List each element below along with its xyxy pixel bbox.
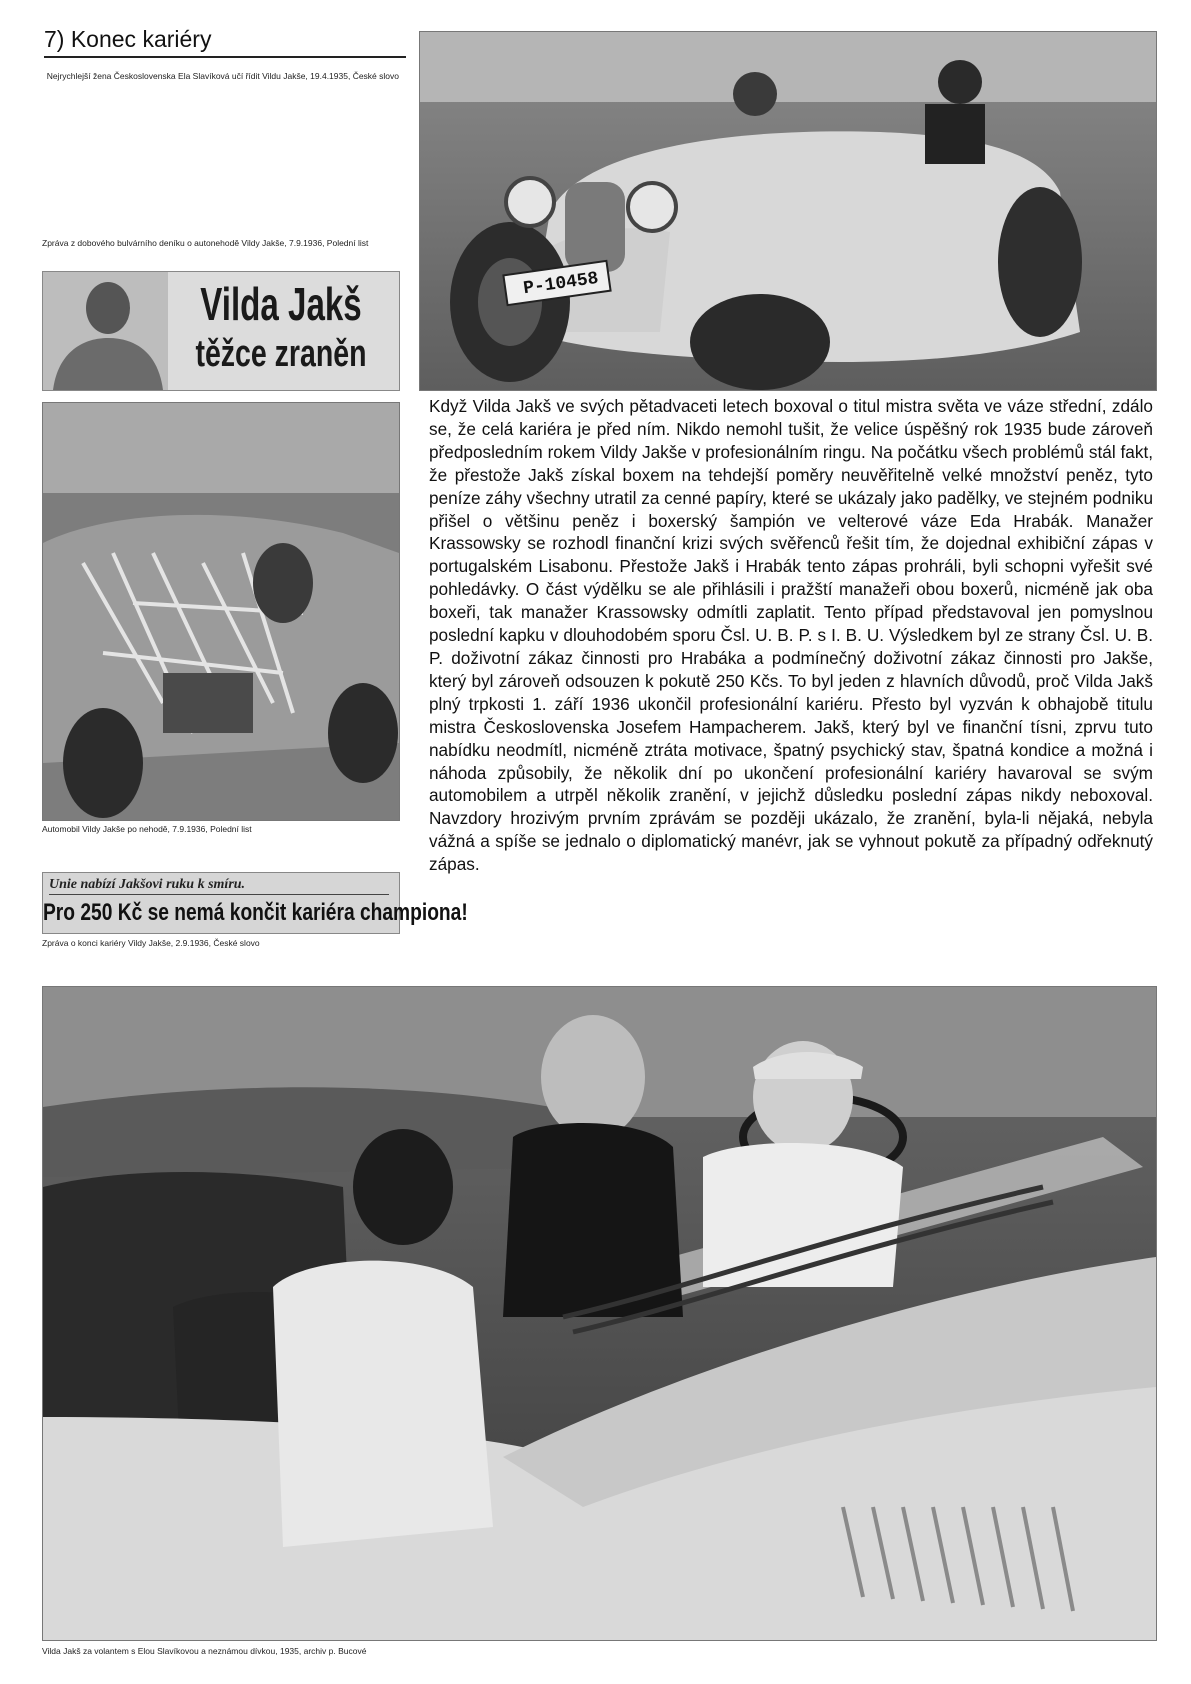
bottom-photo-caption: Vilda Jakš za volantem s Elou Slavíkovou a neznámou dívkou, 1935, archiv p. Bucové bbox=[42, 1646, 367, 1656]
page-title: 7) Konec kariéry bbox=[44, 22, 406, 58]
top-photo-caption: Nejrychlejší žena Československa Ela Slavíková učí řídit Vildu Jakše, 19.4.1935, České slovo bbox=[46, 71, 399, 81]
article-paragraph: Když Vilda Jakš ve svých pětadvaceti letech boxoval o titul mistra světa ve váze střední, zdálo se, že celá kariéra je před ním. Nikdo nemohl tušit, že velice úspěšný rok 1935 bude zároveň předposledním rokem Vildy Jakše v profesionálním ringu. Na počátku všech problémů stál fakt, že přestože Jakš získal boxem na tehdejší poměry neuvěřitelně velké množství peněz, tyto peníze záhy všechny utratil za cenné papíry, které se ukázaly jako padělky, ve stejném podniku přišel o většinu peněz i boxerský šampión ve velterové váze Eda Hrabák. Manažer Krassowsky se rozhodl finanční krizi svých svěřenců řešit tím, že dojednal exhibiční zápas v portugalském Lisabonu. Přestože Jakš i Hrabák tento zápas prohráli, byli schopni vyřešit své pohledávky. O část výdělku se ale přihlásili i pražští manažeři obou boxerů, nicméně jak oba boxeři, tak manažer Krassowsky odmítli zaplatit. Tento případ představoval jen pomyslnou poslední kapku v dlouhodobém sporu Čsl. U. B. P. s I. B. U. Výsledkem byl ze strany Čsl. U. B. P. doživotní zákaz činnosti pro Hrabáka a podmínečný doživotní zákaz činnosti pro Jakše, který byl zároveň odsouzen k pokutě 250 Kčs. To byl jeden z hlavních důvodů, proč Vilda Jakš plný trpkosti 1. září 1936 ukončil profesionální kariéru. Přesto byl vyzván k obhajobě titulu mistra Československa Josefem Hampacherem. Jakš, který byl ve finanční tísni, zprvu tuto nabídku neodmítl, nicméně ztráta motivace, špatný psychický stav, špatná kondice a možná i náhoda způsobily, že několik dní po ukončení profesionální kariéry havaroval se svým automobilem a utrpěl několik zranění, v jejichž důsledku poslední zápas nikdy neboxoval. Navzdory hrozivým prvním zprávám se později ukázalo, že zranění, byla-li nějaká, nebyla vážná a spíše se jednalo o diplomatický manévr, jak se vyhnout pokutě za případný odřeknutý zápas. bbox=[429, 396, 1153, 875]
roadster-photo-image bbox=[420, 32, 1156, 390]
wrecked-car-image bbox=[43, 403, 399, 820]
car-with-three-people-image bbox=[43, 987, 1156, 1640]
article-body bbox=[429, 395, 1153, 876]
bottom-photo-jaks-at-wheel bbox=[42, 986, 1157, 1641]
career-clip-headline: Pro 250 Kč se nemá končit kariéra championa! bbox=[43, 899, 468, 926]
career-clip-caption: Zpráva o konci kariéry Vildy Jakše, 2.9.1936, České slovo bbox=[42, 938, 260, 948]
career-end-clipping bbox=[42, 872, 468, 934]
newspaper-headline-clipping bbox=[42, 271, 400, 391]
crash-photo-caption: Automobil Vildy Jakše po nehodě, 7.9.1936, Polední list bbox=[42, 824, 252, 834]
license-plate-text: P-10458 bbox=[522, 268, 600, 300]
crash-car-photo bbox=[42, 402, 400, 821]
boxer-portrait-image bbox=[43, 272, 168, 390]
headline-clip-caption: Zpráva z dobového bulvárního deníku o autonehodě Vildy Jakše, 7.9.1936, Polední list bbox=[42, 238, 369, 248]
headline-line-1: Vilda Jakš bbox=[200, 278, 362, 330]
career-clip-subheadline: Unie nabízí Jakšovi ruku k smíru. bbox=[49, 876, 389, 895]
headline-line-2: těžce zraněn bbox=[195, 333, 367, 375]
top-photo-driving-lesson bbox=[419, 31, 1157, 391]
